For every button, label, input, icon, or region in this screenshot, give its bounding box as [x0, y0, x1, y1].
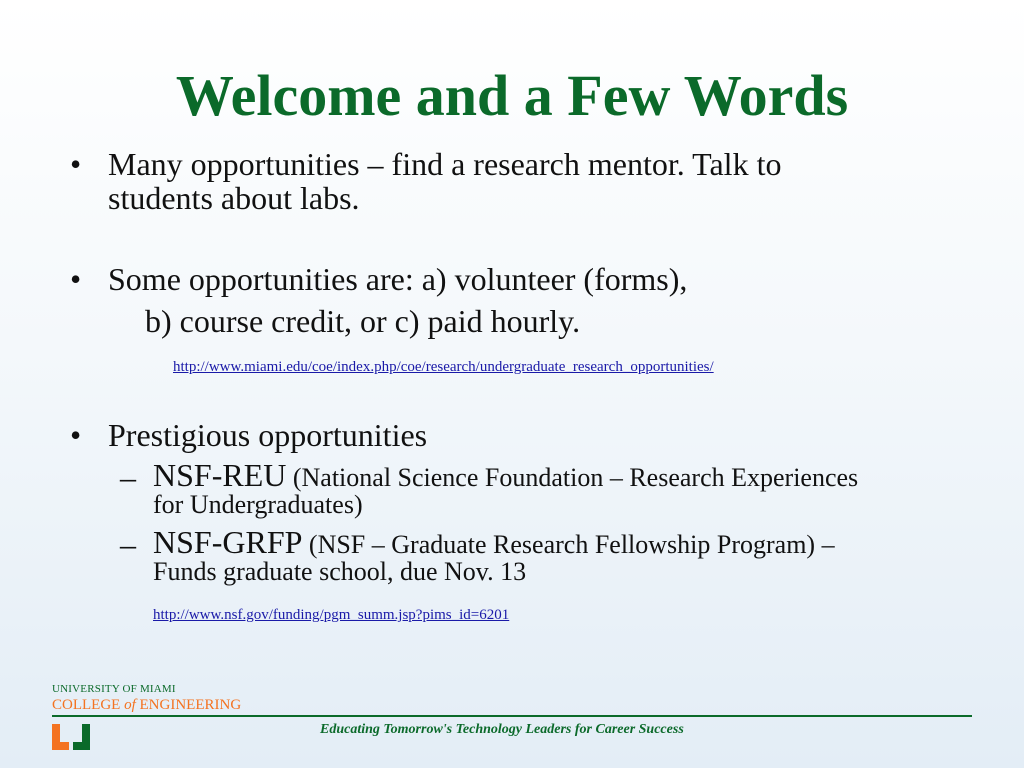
slide-title: Welcome and a Few Words [175, 63, 849, 128]
bullet-1-dot: • [70, 146, 82, 182]
subitem-nsf-grfp-rest: (NSF – Graduate Research Fellowship Program) – [302, 530, 835, 559]
subitem-nsf-grfp-line-2: Funds graduate school, due Nov. 13 [153, 557, 527, 586]
nsf-grfp-link[interactable]: http://www.nsf.gov/funding/pgm_summ.jsp?pims_id=6201 [153, 607, 510, 623]
footer-university: UNIVERSITY OF MIAMI [52, 683, 176, 695]
bullet-3-line-1: Prestigious opportunities [108, 417, 428, 453]
bullet-1-line-2: students about labs. [108, 180, 360, 216]
footer-divider [52, 715, 972, 717]
subitem-nsf-reu-label: NSF-REU [153, 457, 287, 493]
bullet-1-line-1: Many opportunities – find a research mentor. Talk to [108, 146, 782, 182]
bullet-2-line-2: b) course credit, or c) paid hourly. [145, 303, 581, 339]
subitem-nsf-reu-line-2: for Undergraduates) [153, 490, 363, 519]
footer-tagline: Educating Tomorrow's Technology Leaders for Career Success [320, 722, 684, 737]
subitem-nsf-grfp-dash: – [120, 526, 136, 562]
undergrad-research-link[interactable]: http://www.miami.edu/coe/index.php/coe/research/undergraduate_research_opportunities/ [173, 359, 714, 375]
footer-college-prefix: COLLEGE [52, 697, 125, 713]
bullet-3-dot: • [70, 417, 82, 453]
footer-college-suffix: ENGINEERING [135, 697, 242, 713]
footer-college [52, 697, 241, 714]
u-logo-icon [52, 724, 92, 750]
subitem-nsf-reu-rest: (National Science Foundation – Research Experiences [286, 463, 859, 492]
bullet-2-dot: • [70, 261, 82, 297]
subitem-nsf-reu-dash: – [120, 459, 136, 495]
bullet-2-line-1: Some opportunities are: a) volunteer (forms), [108, 261, 688, 297]
footer-college-of: of [124, 697, 136, 713]
subitem-nsf-grfp-label: NSF-GRFP [153, 524, 303, 560]
